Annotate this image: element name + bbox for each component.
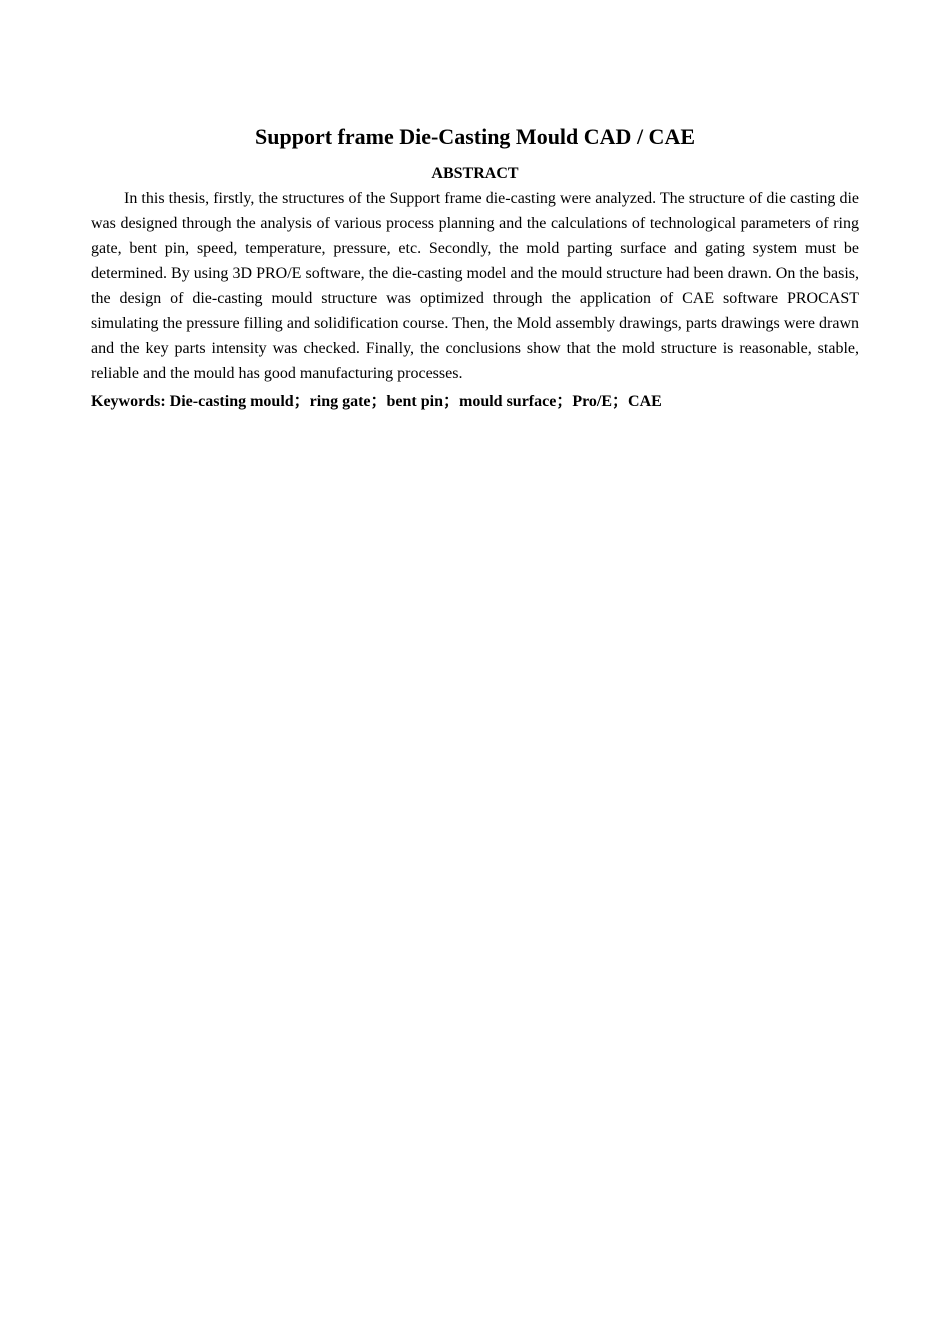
keywords-line: Keywords: Die-casting mould；ring gate；bent pin；mould surface；Pro/E；CAE bbox=[91, 393, 662, 410]
paper-title: Support frame Die-Casting Mould CAD / CAE bbox=[255, 124, 695, 149]
abstract-heading: ABSTRACT bbox=[431, 165, 519, 182]
abstract-section bbox=[91, 122, 859, 414]
abstract-body: In this thesis, firstly, the structures of the Support frame die-casting were analyzed. The structure of die casting die was designed through the analysis of various process planning and the calculations of technological parameters of ring gate, bent pin, speed, temperature, pressure, etc. Secondly, the mold parting surface and gating system must be determined. By using 3D PRO/E software, the die-casting model and the mould structure had been drawn. On the basis, the design of die-casting mould structure was optimized through the application of CAE software PROCAST simulating the pressure filling and solidification course. Then, the Mold assembly drawings, parts drawings were drawn and the key parts intensity was checked. Finally, the conclusions show that the mold structure is reasonable, stable, reliable and the mould has good manufacturing processes. bbox=[91, 190, 859, 382]
